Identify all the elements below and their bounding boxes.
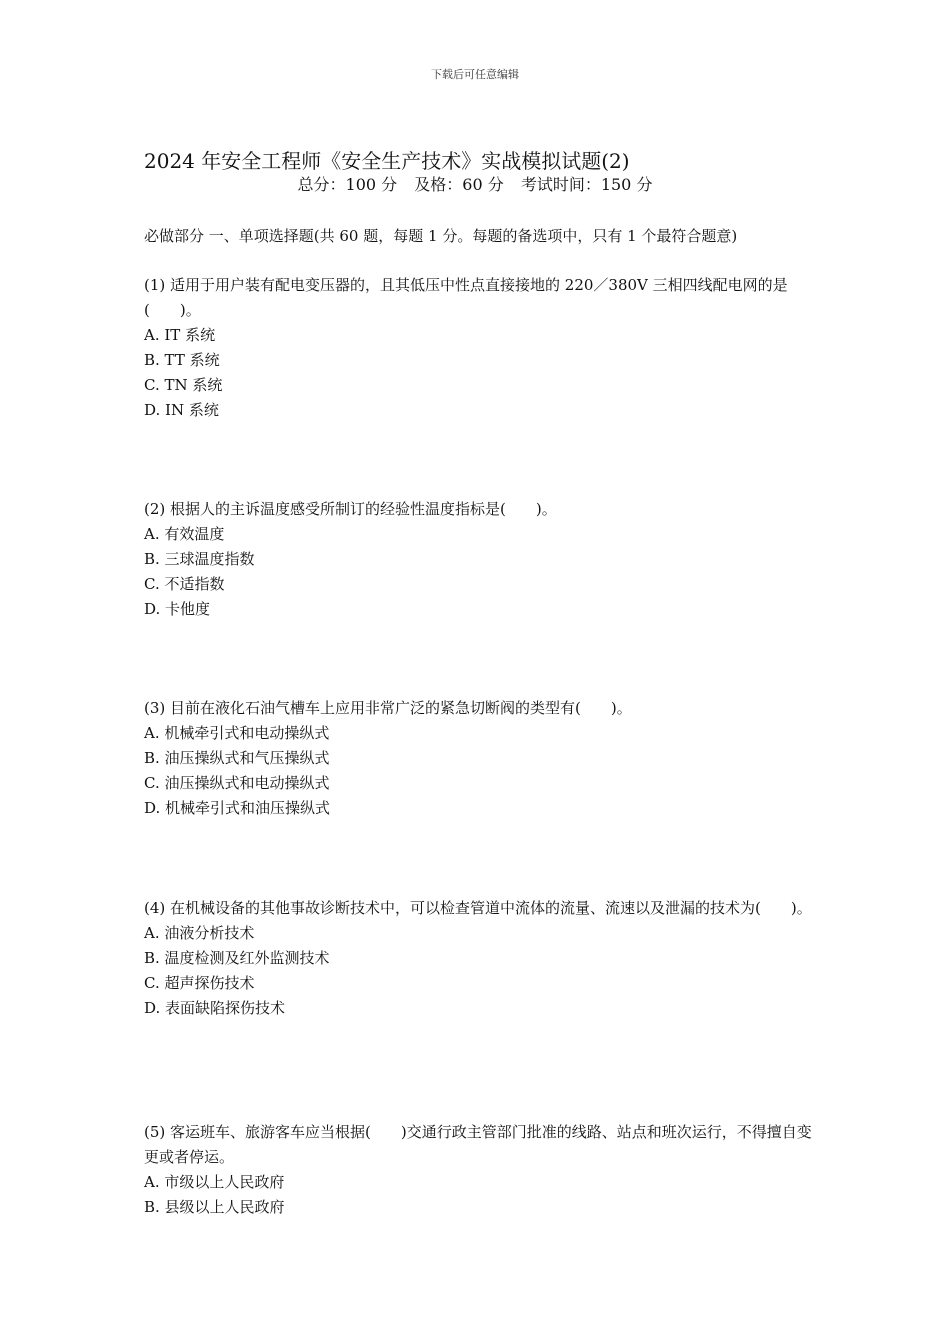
option-c: C. 不适指数: [144, 575, 225, 593]
question-stem: (1) 适用于用户装有配电变压器的，且其低压中性点直接接地的 220／380V 三相四线配电网的是( )。: [144, 276, 788, 319]
header-note: 下载后可任意编辑: [431, 68, 519, 81]
question-stem: (3) 目前在液化石油气槽车上应用非常广泛的紧急切断阀的类型有( )。: [144, 699, 632, 717]
option-a: A. IT 系统: [144, 326, 216, 344]
option-b: B. TT 系统: [144, 351, 220, 369]
option-c: C. TN 系统: [144, 376, 223, 394]
option-d: D. 卡他度: [144, 600, 211, 618]
option-c: C. 超声探伤技术: [144, 974, 255, 992]
exam-meta: [144, 174, 806, 196]
question-1: [144, 273, 816, 423]
exam-time: 考试时间：150 分: [520, 175, 653, 194]
question-2: [144, 497, 816, 622]
question-5: [144, 1120, 816, 1220]
option-b: B. 县级以上人民政府: [144, 1198, 285, 1216]
question-stem: (5) 客运班车、旅游客车应当根据( )交通行政主管部门批准的线路、站点和班次运行，不得擅自变更或者停运。: [144, 1123, 812, 1166]
option-d: D. IN 系统: [144, 401, 219, 419]
option-c: C. 油压操纵式和电动操纵式: [144, 774, 330, 792]
option-b: B. 温度检测及红外监测技术: [144, 949, 330, 967]
section-intro: 必做部分 一、单项选择题(共 60 题，每题 1 分。每题的备选项中，只有 1 个最符合题意): [144, 227, 738, 245]
option-d: D. 机械牵引式和油压操纵式: [144, 799, 331, 817]
option-a: A. 市级以上人民政府: [144, 1173, 285, 1191]
question-3: [144, 696, 816, 821]
option-d: D. 表面缺陷探伤技术: [144, 999, 286, 1017]
option-a: A. 有效温度: [144, 525, 225, 543]
pass-score: 及格：60 分: [414, 175, 504, 194]
option-a: A. 机械牵引式和电动操纵式: [144, 724, 330, 742]
option-b: B. 油压操纵式和气压操纵式: [144, 749, 330, 767]
question-stem: (4) 在机械设备的其他事故诊断技术中，可以检查管道中流体的流量、流速以及泄漏的技术为( )。: [144, 899, 812, 917]
document-title: 2024 年安全工程师《安全生产技术》实战模拟试题(2): [144, 149, 630, 173]
option-b: B. 三球温度指数: [144, 550, 255, 568]
question-stem: (2) 根据人的主诉温度感受所制订的经验性温度指标是( )。: [144, 500, 557, 518]
question-4: [144, 896, 816, 1021]
total-score: 总分：100 分: [297, 175, 398, 194]
title-block: [144, 148, 824, 196]
option-a: A. 油液分析技术: [144, 924, 255, 942]
